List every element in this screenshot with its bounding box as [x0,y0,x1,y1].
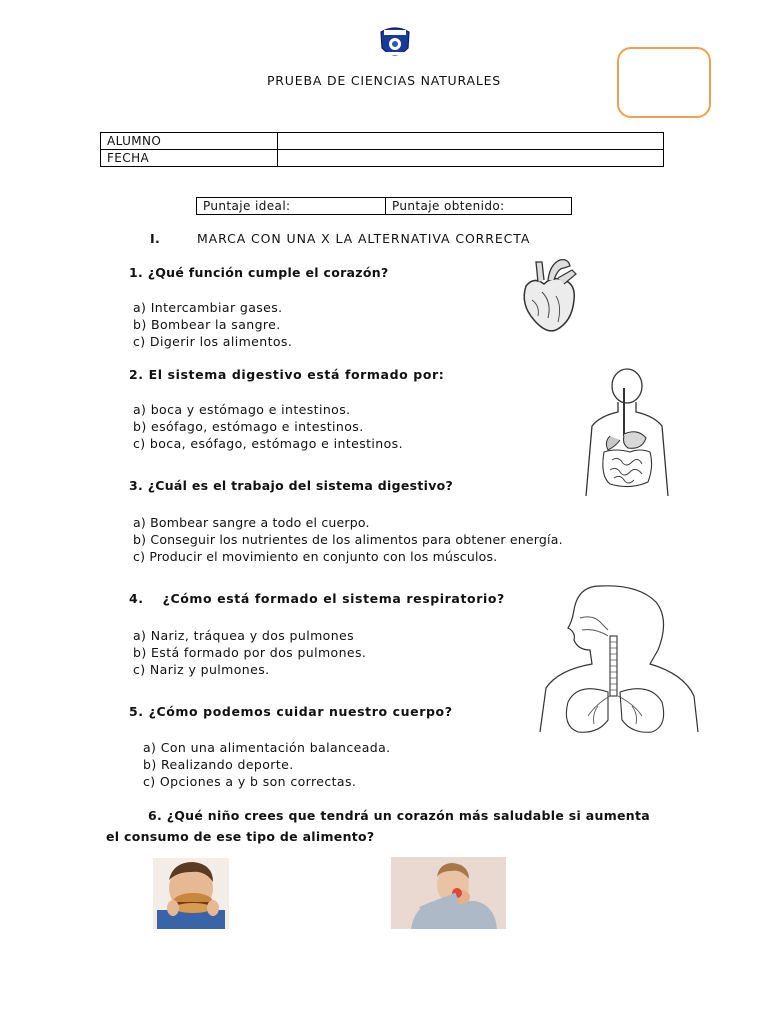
respiratory-system-illustration [538,580,700,736]
score-box [617,47,711,118]
question-3 [129,478,453,493]
option-a[interactable]: a) Nariz, tráquea y dos pulmones [133,628,355,643]
score-table [196,197,572,215]
section-instruction: MARCA CON UNA X LA ALTERNATIVA CORRECTA [197,231,531,246]
student-info-table [100,132,664,167]
heart-illustration [512,256,584,336]
option-c[interactable]: c) Nariz y pulmones. [133,662,270,677]
option-a[interactable]: a) Intercambiar gases. [133,300,283,315]
question-text: El sistema digestivo está formado por: [148,367,445,382]
question-6 [148,808,650,823]
school-crest-icon [377,24,413,62]
option-b[interactable]: b) esófago, estómago e intestinos. [133,419,364,434]
question-6-line-2: el consumo de ese tipo de alimento? [106,829,375,844]
question-text: ¿Qué función cumple el corazón? [147,265,389,280]
option-c[interactable]: c) boca, esófago, estómago e intestinos. [133,436,403,451]
option-b[interactable]: b) Está formado por dos pulmones. [133,645,367,660]
fecha-field[interactable] [278,150,664,167]
question-text: ¿Cuál es el trabajo del sistema digestivo? [147,478,454,493]
option-b[interactable]: b) Bombear la sangre. [133,317,281,332]
question-4 [129,591,505,606]
question-number: 5. [129,704,144,719]
obtained-score-cell[interactable]: Puntaje obtenido: [386,198,572,215]
option-a[interactable]: a) boca y estómago e intestinos. [133,402,351,417]
question-4-options [133,627,366,678]
option-a[interactable]: a) Bombear sangre a todo el cuerpo. [133,515,370,530]
digestive-system-illustration [580,366,675,498]
table-row [197,198,572,215]
question-5 [129,704,453,719]
section-numeral: I. [150,231,160,246]
question-2 [129,367,444,382]
question-number: 4. [129,591,144,606]
question-1 [129,265,389,280]
fecha-label: FECHA [101,150,278,167]
alumno-field[interactable] [278,133,664,150]
question-number: 1. [129,265,144,280]
question-text: ¿Cómo podemos cuidar nuestro cuerpo? [148,704,453,719]
question-text: ¿Cómo está formado el sistema respiratorio? [162,591,505,606]
question-2-options [133,401,403,452]
table-row [101,133,664,150]
table-row [101,150,664,167]
option-b[interactable]: b) Conseguir los nutrientes de los alimentos para obtener energía. [133,532,563,547]
question-number: 6. [148,808,163,823]
boy-eating-fruit-photo[interactable] [391,857,506,929]
question-5-options [143,739,391,790]
question-number: 3. [129,478,144,493]
question-3-options [133,514,563,565]
question-number: 2. [129,367,144,382]
option-c[interactable]: c) Digerir los alimentos. [133,334,293,349]
option-b[interactable]: b) Realizando deporte. [143,757,294,772]
page-title: PRUEBA DE CIENCIAS NATURALES [266,73,502,88]
option-a[interactable]: a) Con una alimentación balanceada. [143,740,391,755]
question-text: ¿Qué niño crees que tendrá un corazón más saludable si aumenta [166,808,651,823]
boy-eating-burger-photo[interactable] [153,858,229,929]
question-1-options [133,299,292,350]
option-c[interactable]: c) Producir el movimiento en conjunto con los músculos. [133,549,498,564]
ideal-score-cell[interactable]: Puntaje ideal: [197,198,386,215]
option-c[interactable]: c) Opciones a y b son correctas. [143,774,357,789]
alumno-label: ALUMNO [101,133,278,150]
